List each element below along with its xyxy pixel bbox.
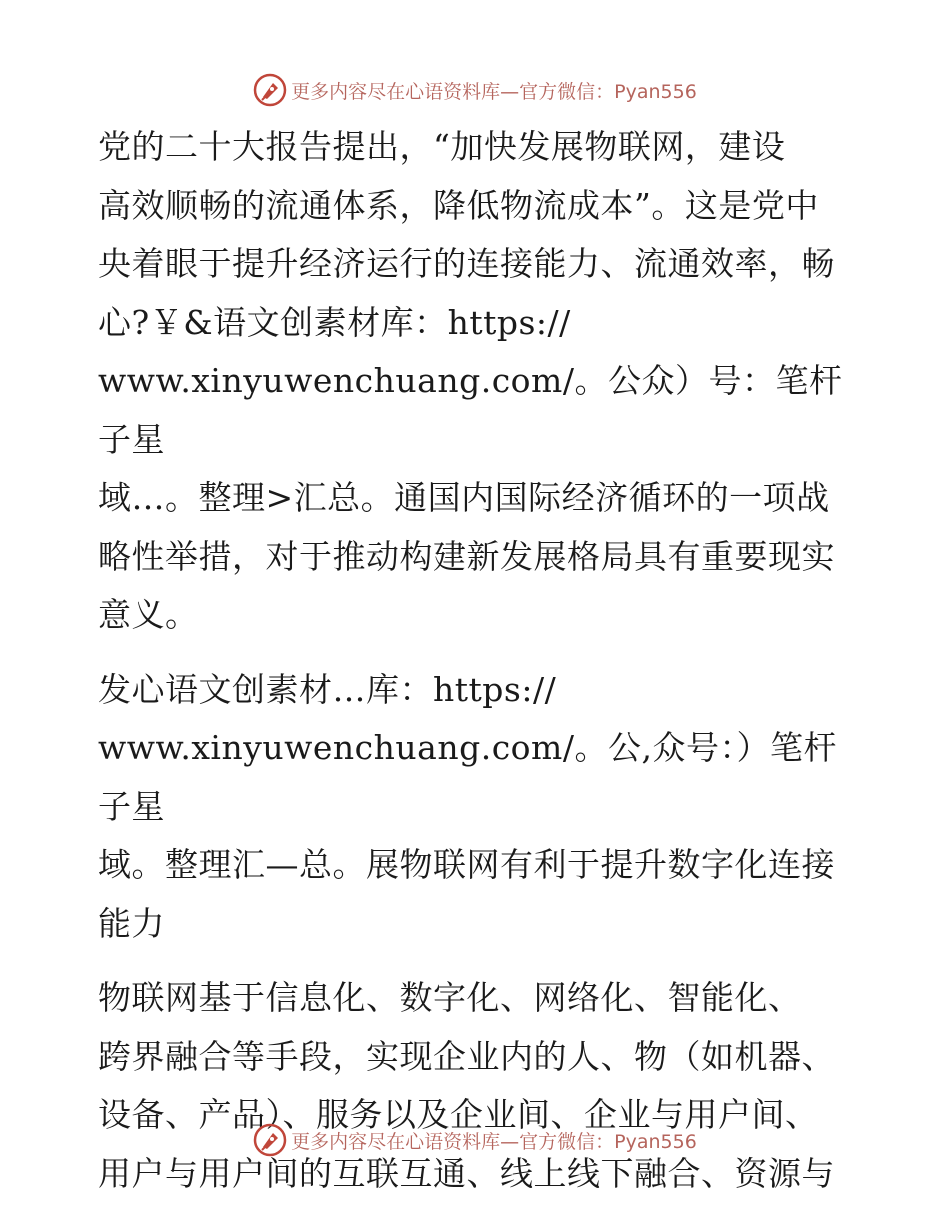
footer-watermark-banner [0,1120,950,1160]
text-line: 域。整理汇—总。展物联网有利于提升数字化连接 [98,845,835,884]
paragraph-3 [98,969,858,1203]
text-line: 物联网基于信息化、数字化、网络化、智能化、 [98,978,802,1017]
pen-nib-logo-icon [253,1123,287,1157]
watermark-text: 更多内容尽在心语资料库—官方微信：Pyan556 [291,1130,697,1153]
paragraph-2 [98,661,858,954]
text-line: 高效顺畅的流通体系，降低物流成本”。这是党中 [98,185,819,225]
text-line: 跨界融合等手段，实现企业内的人、物（如机器、 [98,1036,835,1076]
text-line: 党的二十大报告提出，“加快发展物联网，建设 [98,127,786,166]
text-line: 略性举措，对于推动构建新发展格局具有重要现实 [98,536,835,576]
text-line: 设备、产品）、服务以及企业间、企业与用户间、 [98,1095,819,1134]
text-line: 发心语文创素材…库：https:// [98,669,557,709]
text-line: 域…。整理>汇总。通国内国际经济循环的一项战 [98,478,830,517]
text-line: 用户与用户间的互联互通、线上线下融合、资源与 [98,1153,835,1193]
text-line: 能力 [98,903,165,943]
text-line: www.xinyuwenchuang.com/。公,众号：）笔杆子星 [98,728,837,826]
pen-nib-logo-icon [253,73,287,107]
text-line: 意义。 [98,595,199,634]
header-watermark-banner [0,70,950,110]
text-line: www.xinyuwenchuang.com/。公众）号：笔杆子星 [98,361,843,459]
document-body [98,118,858,1219]
watermark-text: 更多内容尽在心语资料库—官方微信：Pyan556 [291,80,697,103]
text-line: 央着眼于提升经济运行的连接能力、流通效率，畅 [98,244,835,283]
text-line: 心?￥&语文创素材库：https:// [98,302,571,342]
paragraph-1 [98,118,858,645]
